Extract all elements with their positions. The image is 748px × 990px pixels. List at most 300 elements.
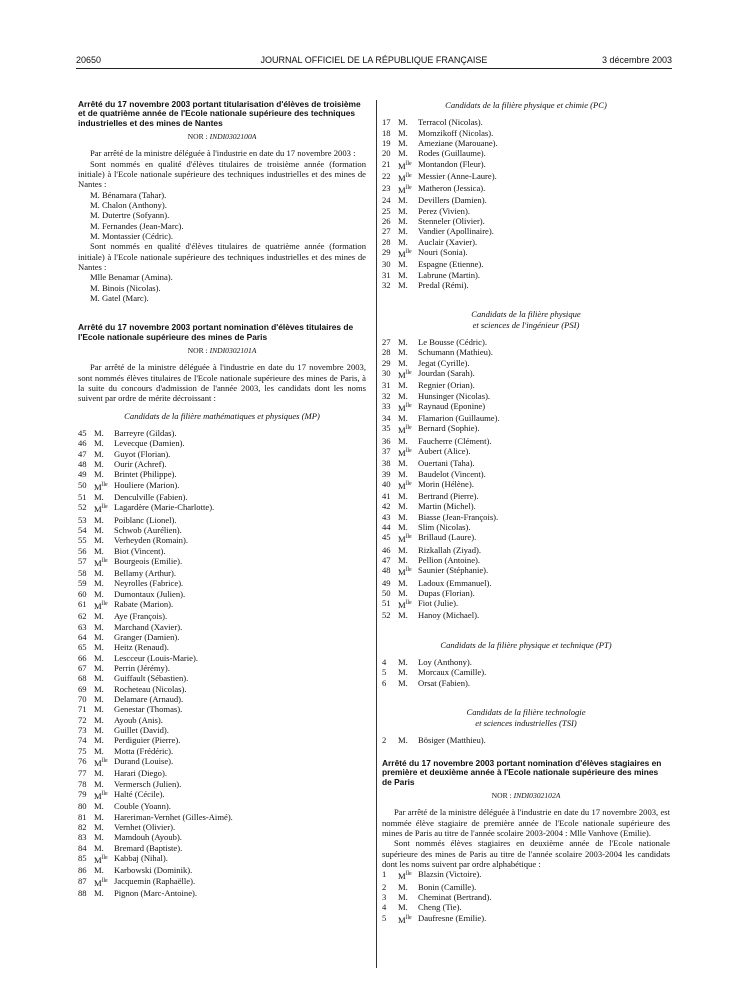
rank-number: 30 — [382, 368, 391, 378]
rank-number: 82 — [78, 821, 87, 832]
civility: M. — [94, 469, 104, 480]
civility: $M^{lle}$ — [398, 402, 412, 413]
candidate-name: Guiffault (Sébastien). — [114, 673, 189, 684]
list-item: M. Gatel (Marc). — [90, 293, 149, 304]
civility: $M^{lle}$ — [94, 790, 108, 801]
candidate-name: Mamdouh (Ayoub). — [114, 832, 182, 843]
civility: $M^{lle}$ — [398, 600, 412, 611]
civility: M. — [94, 801, 104, 812]
rank-number: 28 — [382, 347, 391, 358]
list-item — [382, 216, 670, 226]
list-item — [382, 270, 670, 280]
list-item — [78, 673, 366, 683]
section-heading-mp: Candidats de la filière mathématiques et physiques (MP) — [124, 410, 320, 421]
civility: M. — [94, 704, 104, 715]
list-item — [78, 535, 366, 545]
list-item — [382, 532, 670, 544]
rank-number: 88 — [78, 887, 87, 898]
rank-number: 38 — [382, 458, 391, 469]
rank-number: 47 — [382, 555, 391, 565]
list-item — [382, 469, 670, 479]
rank-number: 27 — [382, 226, 391, 237]
decree-title: Arrêté du 17 novembre 2003 portant nomination d'élèves stagiaires en première et deuxième année à l'Ecole nationale supérieure des mines de Paris — [382, 758, 662, 787]
civility: M. — [398, 468, 408, 479]
civility: M. — [398, 380, 408, 391]
civility: M. — [398, 657, 408, 668]
civility: M. — [94, 568, 104, 579]
civility: M. — [94, 428, 104, 439]
list-item — [78, 822, 366, 832]
rank-number: 62 — [78, 611, 87, 622]
candidate-name: Terracol (Nicolas). — [418, 117, 483, 128]
civility: $M^{lle}$ — [398, 248, 412, 259]
civility: $M^{lle}$ — [398, 567, 412, 578]
candidate-name: Poiblanc (Lionel). — [114, 514, 177, 525]
rank-number: 61 — [78, 599, 87, 610]
candidate-name: Perrin (Jérémy). — [114, 663, 170, 674]
list-item — [78, 704, 366, 714]
candidate-name: Hunsinger (Nicolas). — [418, 390, 491, 401]
rank-number: 46 — [382, 544, 391, 555]
rank-number: 51 — [78, 491, 87, 502]
list-item — [382, 479, 670, 491]
candidate-name: Vandier (Apollinaire). — [418, 226, 494, 237]
rank-number: 49 — [78, 469, 87, 480]
rank-number: 41 — [382, 491, 391, 502]
rank-number: 80 — [78, 801, 87, 812]
candidate-name: Genestar (Thomas). — [114, 704, 183, 715]
list-item — [382, 358, 670, 368]
list-item — [78, 492, 366, 502]
list-item — [382, 226, 670, 236]
rank-number: 1 — [382, 869, 387, 880]
section-heading-psi-2: et sciences de l'ingénieur (PSI) — [472, 319, 580, 330]
candidate-name: Dumontaux (Julien). — [114, 588, 186, 599]
rank-number: 57 — [78, 555, 87, 566]
candidate-name: Flamarion (Guillaume). — [418, 413, 500, 424]
civility: $M^{lle}$ — [94, 557, 108, 568]
rank-number: 39 — [382, 468, 391, 479]
list-item — [78, 756, 366, 768]
nor-reference: NOR : INDI0302101A — [187, 345, 257, 355]
candidate-name: Pignon (Marc-Antoine). — [114, 887, 198, 898]
list-item — [78, 428, 366, 438]
section-heading-pc: Candidats de la filière physique et chimie (PC) — [445, 100, 607, 110]
rank-number: 48 — [78, 459, 87, 470]
candidate-name: Delamare (Arnaud). — [114, 694, 184, 705]
list-item — [78, 480, 366, 492]
candidate-name: Schumann (Mathieu). — [418, 347, 493, 358]
civility: M. — [398, 127, 408, 138]
civility: M. — [398, 195, 408, 206]
civility: M. — [398, 610, 408, 621]
candidate-name: Baudelot (Vincent). — [418, 468, 486, 479]
rank-number: 75 — [78, 745, 87, 756]
list-item — [78, 694, 366, 704]
rank-number: 21 — [382, 158, 391, 169]
rank-number: 68 — [78, 673, 87, 684]
list-item: M. Montassier (Cédric). — [90, 230, 174, 241]
civility: M. — [94, 652, 104, 663]
list-pc — [382, 117, 670, 290]
list-item — [78, 556, 366, 568]
list-item — [382, 902, 670, 912]
list-item — [382, 657, 670, 667]
list-item — [382, 491, 670, 501]
civility: M. — [398, 511, 408, 522]
civility: $M^{lle}$ — [398, 369, 412, 380]
candidate-name: Bourgeois (Emilie). — [114, 555, 183, 566]
rank-number: 22 — [382, 170, 391, 181]
journal-title: JOURNAL OFFICIEL DE LA RÉPUBLIQUE FRANÇAISE — [260, 55, 488, 65]
list-psi — [382, 337, 670, 621]
candidate-name: Ourir (Achref). — [114, 459, 167, 470]
list-item — [78, 546, 366, 556]
list-item — [382, 206, 670, 216]
left-column — [78, 100, 366, 898]
candidate-name: Halté (Cécile). — [114, 789, 165, 800]
candidate-name: Levecque (Damien). — [114, 438, 185, 449]
rank-number: 42 — [382, 501, 391, 512]
rank-number: 76 — [78, 756, 87, 767]
list-item — [382, 128, 670, 138]
rank-number: 46 — [78, 438, 87, 449]
list-item: M. Fernandes (Jean-Marc). — [90, 220, 184, 231]
list-item — [78, 735, 366, 745]
rank-number: 64 — [78, 632, 87, 643]
rank-number: 5 — [382, 912, 387, 923]
civility: M. — [398, 881, 408, 892]
civility: M. — [94, 768, 104, 779]
list-item — [78, 589, 366, 599]
list-item: M. Chalon (Anthony). — [90, 199, 167, 210]
rank-number: 33 — [382, 400, 391, 411]
candidate-name: Perdiguier (Pierre). — [114, 735, 181, 746]
section-heading-tsi-2: et sciences industrielles (TSI) — [475, 717, 577, 728]
names-fourth-year — [78, 272, 366, 303]
candidate-name: Rabate (Marion). — [114, 599, 174, 610]
list-item — [382, 678, 670, 688]
candidate-name: Jegat (Cyrille). — [418, 357, 470, 368]
list-item — [382, 368, 670, 380]
candidate-name: Vernhet (Olivier). — [114, 821, 176, 832]
list-item: Mlle Benamar (Amina). — [90, 272, 173, 283]
candidate-name: Raynaud (Eponine) — [418, 400, 486, 411]
civility: M. — [398, 138, 408, 149]
rank-number: 31 — [382, 269, 391, 280]
civility: M. — [398, 491, 408, 502]
list-item — [382, 423, 670, 435]
list-item — [78, 832, 366, 842]
rank-number: 26 — [382, 216, 391, 227]
candidate-name: Nouri (Sonia). — [418, 247, 468, 258]
rank-number: 18 — [382, 127, 391, 138]
candidate-name: Ayoub (Anis). — [114, 714, 163, 725]
list-item — [78, 843, 366, 853]
list-stagiaires — [382, 869, 670, 924]
list-item — [78, 578, 366, 588]
candidate-name: Lagardère (Marie-Charlotte). — [114, 502, 215, 513]
issue-date: 3 décembre 2003 — [601, 55, 672, 65]
rank-number: 28 — [382, 236, 391, 247]
candidate-name: Bremard (Baptiste). — [114, 842, 183, 853]
rank-number: 34 — [382, 413, 391, 424]
list-item — [78, 865, 366, 875]
section-heading-psi-1: Candidats de la filière physique — [471, 309, 581, 320]
rank-number: 59 — [78, 578, 87, 589]
rank-number: 29 — [382, 357, 391, 368]
rank-number: 53 — [78, 514, 87, 525]
candidate-name: Vermersch (Julien). — [114, 778, 182, 789]
candidate-name: Regnier (Orian). — [418, 380, 475, 391]
rank-number: 81 — [78, 811, 87, 822]
candidate-name: Morcaux (Camille). — [418, 667, 487, 678]
rank-number: 2 — [382, 734, 387, 745]
nor-reference: NOR : INDI0302102A — [491, 791, 561, 801]
rank-number: 50 — [78, 479, 87, 490]
candidate-name: Marchand (Xavier). — [114, 621, 183, 632]
civility: M. — [398, 522, 408, 533]
list-item — [382, 380, 670, 390]
list-item — [78, 725, 366, 735]
candidate-name: Stenneler (Olivier). — [418, 216, 485, 227]
list-item — [382, 598, 670, 610]
civility: $M^{lle}$ — [398, 172, 412, 183]
candidate-name: Slim (Nicolas). — [418, 522, 471, 533]
civility: M. — [94, 694, 104, 705]
list-item — [382, 259, 670, 269]
candidate-name: Biot (Vincent). — [114, 545, 166, 556]
list-item — [78, 438, 366, 448]
candidate-name: Hanoy (Michael). — [418, 610, 480, 621]
list-item — [382, 913, 670, 925]
candidate-name: Verheyden (Romain). — [114, 535, 188, 546]
rank-number: 45 — [78, 428, 87, 439]
civility: M. — [94, 673, 104, 684]
list-item — [78, 812, 366, 822]
civility: M. — [398, 236, 408, 247]
candidate-name: Momzikoff (Nicolas). — [418, 127, 494, 138]
civility: M. — [398, 435, 408, 446]
rank-number: 74 — [78, 735, 87, 746]
candidate-name: Heitz (Renaud). — [114, 642, 169, 653]
civility: M. — [398, 390, 408, 401]
rank-number: 27 — [382, 336, 391, 347]
decree-nantes — [78, 100, 366, 303]
candidate-name: Rizkallah (Ziyad). — [418, 544, 481, 555]
civility: M. — [398, 544, 408, 555]
candidate-name: Biasse (Jean-François). — [418, 511, 499, 522]
civility: $M^{lle}$ — [94, 758, 108, 768]
list-item — [382, 280, 670, 290]
civility: M. — [94, 491, 104, 502]
list-item — [382, 183, 670, 195]
civility: M. — [398, 347, 408, 358]
civility: $M^{lle}$ — [398, 425, 412, 436]
candidate-name: Fiot (Julie). — [418, 598, 459, 609]
rank-number: 32 — [382, 390, 391, 401]
rank-number: 71 — [78, 704, 87, 715]
list-item — [382, 436, 670, 446]
civility: $M^{lle}$ — [94, 600, 108, 611]
rank-number: 65 — [78, 642, 87, 653]
rank-number: 45 — [382, 532, 391, 543]
civility: $M^{lle}$ — [398, 447, 412, 458]
candidate-name: Orsat (Fabien). — [418, 677, 471, 688]
civility: M. — [398, 555, 408, 565]
list-item — [382, 446, 670, 458]
rank-number: 47 — [78, 448, 87, 459]
civility: M. — [94, 811, 104, 822]
candidate-name: Denculville (Fabien). — [114, 491, 188, 502]
list-item — [382, 401, 670, 413]
rank-number: 3 — [382, 892, 387, 903]
candidate-name: Montandon (Fleur). — [418, 158, 486, 169]
civility: $M^{lle}$ — [94, 877, 108, 888]
rank-number: 70 — [78, 694, 87, 705]
civility: M. — [398, 577, 408, 588]
candidate-name: Couble (Yoann). — [114, 801, 171, 812]
civility: $M^{lle}$ — [94, 854, 108, 865]
candidate-name: Cheminat (Bertrand). — [418, 892, 492, 903]
list-item — [382, 555, 670, 565]
candidate-name: Martin (Michel). — [418, 501, 476, 512]
rank-number: 69 — [78, 683, 87, 694]
candidate-name: Auclair (Xavier). — [418, 236, 478, 247]
candidate-name: Hareriman-Vernhet (Gilles-Aimé). — [114, 811, 233, 822]
list-item — [382, 347, 670, 357]
civility: M. — [398, 458, 408, 469]
rank-number: 23 — [382, 183, 391, 194]
list-item — [382, 735, 670, 745]
candidate-name: Houliere (Marion). — [114, 479, 180, 490]
civility: M. — [94, 438, 104, 449]
list-item — [382, 391, 670, 401]
civility: M. — [398, 117, 408, 128]
list-item — [382, 171, 670, 183]
civility: M. — [398, 336, 408, 347]
candidate-name: Barreyre (Gildas). — [114, 428, 177, 439]
rank-number: 51 — [382, 598, 391, 609]
civility: M. — [94, 714, 104, 725]
list-item — [382, 667, 670, 677]
list-item — [78, 525, 366, 535]
rank-number: 66 — [78, 652, 87, 663]
civility: M. — [94, 842, 104, 853]
candidate-name: Guyot (Florian). — [114, 448, 171, 459]
civility: M. — [398, 413, 408, 424]
candidate-name: Faucherre (Clément). — [418, 435, 492, 446]
rank-number: 54 — [78, 524, 87, 535]
civility: $M^{lle}$ — [398, 184, 412, 195]
rank-number: 67 — [78, 663, 87, 674]
list-item — [382, 565, 670, 577]
rank-number: 50 — [382, 587, 391, 598]
civility: M. — [398, 148, 408, 159]
list-item — [382, 501, 670, 511]
candidate-name: Saunier (Stéphanie). — [418, 565, 489, 576]
rank-number: 44 — [382, 522, 391, 533]
list-item — [382, 117, 670, 127]
civility: M. — [94, 683, 104, 694]
candidate-name: Predal (Rémi). — [418, 279, 469, 290]
rank-number: 55 — [78, 535, 87, 546]
civility: M. — [94, 545, 104, 556]
civility: M. — [398, 357, 408, 368]
civility: $M^{lle}$ — [94, 504, 108, 515]
rank-number: 17 — [382, 117, 391, 128]
civility: M. — [94, 865, 104, 876]
list-item — [78, 622, 366, 632]
civility: $M^{lle}$ — [398, 160, 412, 171]
list-item — [78, 779, 366, 789]
list-item — [382, 237, 670, 247]
rank-number: 49 — [382, 577, 391, 588]
civility: $M^{lle}$ — [398, 871, 412, 882]
civility: M. — [94, 448, 104, 459]
civility: M. — [94, 611, 104, 622]
paragraph: Sont nommés en qualité d'élèves titulaires de troisième année (formation initiale) à l'Ecole nationale supérieure des techniques industrielles et des mines de Nantes : — [78, 158, 366, 190]
civility: M. — [398, 216, 408, 227]
rank-number: 86 — [78, 865, 87, 876]
paragraph: Par arrêté de la ministre déléguée à l'industrie en date du 17 novembre 2003 : — [90, 148, 356, 159]
list-item — [78, 801, 366, 811]
candidate-name: Aye (François). — [114, 611, 168, 622]
list-item — [382, 138, 670, 148]
list-pt — [382, 657, 670, 688]
list-item — [78, 663, 366, 673]
candidate-name: Pellion (Antoine). — [418, 555, 481, 565]
list-item — [382, 588, 670, 598]
section-heading-pt: Candidats de la filière physique et technique (PT) — [440, 639, 612, 650]
list-item — [78, 684, 366, 694]
list-item — [78, 653, 366, 663]
list-item — [78, 715, 366, 725]
candidate-name: Bertrand (Pierre). — [418, 491, 479, 502]
decree-title: Arrêté du 17 novembre 2003 portant titularisation d'élèves de troisième et de quatrième année de l'Ecole nationale supérieure des techniques industrielles et des mines de Nantes — [78, 99, 361, 128]
civility: M. — [398, 279, 408, 290]
list-item — [382, 512, 670, 522]
civility: M. — [398, 892, 408, 903]
rank-number: 78 — [78, 778, 87, 789]
civility: M. — [94, 745, 104, 756]
nor-reference: NOR : INDI0302100A — [187, 131, 257, 141]
decree-paris-stagiaires — [382, 759, 670, 925]
civility: M. — [94, 735, 104, 746]
rank-number: 52 — [382, 610, 391, 621]
names-third-year — [78, 190, 366, 242]
rank-number: 72 — [78, 714, 87, 725]
rank-number: 6 — [382, 677, 387, 688]
candidate-name: Schwob (Aurélien). — [114, 524, 182, 535]
candidate-name: Kabbaj (Nihal). — [114, 852, 168, 863]
list-item — [382, 337, 670, 347]
civility: M. — [94, 725, 104, 736]
candidate-name: Karbowski (Dominik). — [114, 865, 193, 876]
candidate-name: Rocheteau (Nicolas). — [114, 683, 187, 694]
rank-number: 87 — [78, 875, 87, 886]
rank-number: 63 — [78, 621, 87, 632]
page-header — [76, 55, 672, 69]
candidate-name: Bellamy (Arthur). — [114, 568, 177, 579]
civility: M. — [94, 621, 104, 632]
rank-number: 60 — [78, 588, 87, 599]
list-item — [78, 599, 366, 611]
rank-number: 83 — [78, 832, 87, 843]
candidate-name: Jacquemin (Raphaëlle). — [114, 875, 196, 886]
civility: M. — [94, 588, 104, 599]
civility: M. — [94, 778, 104, 789]
